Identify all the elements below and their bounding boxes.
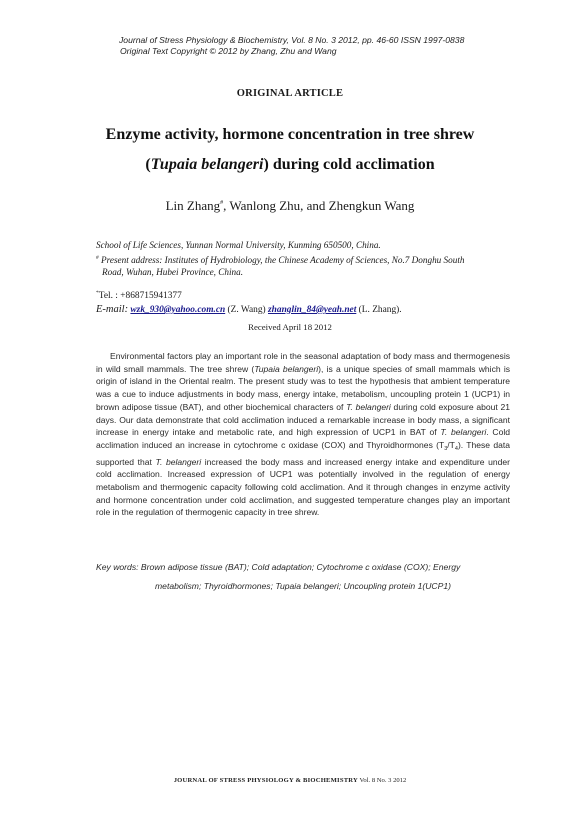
- email-owner-wang: (Z. Wang): [225, 305, 269, 315]
- email-label: E-mail:: [96, 304, 129, 315]
- journal-citation: Journal of Stress Physiology & Biochemistry, Vol. 8 No. 3 2012, pp. 46-60 ISSN 1997-0838: [119, 35, 465, 45]
- abstract-species-2: T. belangeri: [346, 401, 391, 412]
- journal-header: [119, 35, 539, 57]
- abstract-species-1: Tupaia belangeri: [254, 363, 319, 374]
- abstract-text-5: ). These data supported that: [96, 439, 510, 467]
- keywords-line2: metabolism; Thyroidhormones; Tupaia belangeri; Uncoupling protein 1(UCP1): [155, 581, 451, 591]
- affiliation-present: [96, 252, 516, 267]
- article-type: ORIGINAL ARTICLE: [236, 88, 344, 99]
- author-first-mark: #: [220, 200, 224, 206]
- page-footer: [0, 777, 580, 784]
- present-address-line2: Road, Wuhan, Hubei Province, China.: [102, 267, 244, 277]
- paper-title: [80, 120, 500, 180]
- author-list: [0, 198, 580, 214]
- affiliations: [96, 239, 516, 279]
- abstract-text-4: . Cold acclimation induced an increase in cytochrome c oxidase (COX) and Thyroidhormones (T: [96, 427, 510, 450]
- contact-info: [96, 287, 516, 317]
- abstract-sub-3: 3: [444, 445, 448, 452]
- email-link-wang[interactable]: wzk_930@yahoo.com.cn: [130, 305, 226, 315]
- abstract-sub-4: 4: [454, 445, 458, 452]
- affiliation-school: School of Life Sciences, Yunnan Normal University, Kunming 650500, China.: [96, 240, 381, 250]
- tel-mark: *: [96, 290, 99, 296]
- abstract-species-3: T. belangeri: [440, 427, 487, 438]
- email-line: [96, 303, 516, 317]
- email-link-zhang[interactable]: zhanglin_84@yeah.net: [268, 305, 357, 315]
- footer-issue: Vol. 8 No. 3 2012: [357, 777, 407, 784]
- copyright-line: Original Text Copyright © 2012 by Zhang, Zhu and Wang: [120, 46, 337, 56]
- keywords-line1: Key words: Brown adipose tissue (BAT); Cold adaptation; Cytochrome c oxidase (COX); Energy: [96, 562, 461, 572]
- abstract-text-3: during cold exposure about 21 days. Our data demonstrate that cold acclimation induced a remarkable increase in body mass, a significant increase in energy intake and metabolic rate, and high expression of UCP1 in BAT of: [96, 401, 510, 438]
- email-owner-zhang: (L. Zhang).: [356, 305, 402, 315]
- present-mark: #: [96, 254, 99, 261]
- author-first: Lin Zhang: [165, 198, 221, 213]
- abstract-text-2: ), is a unique species of small mammals which is origin of island in the Oriental realm. The present study was to test the hypothesis that ambient temperature was a cue to induce adjustments in body mass, energy intake, metabolism, uncoupling protein 1 (UCP1) in brown adipose tissue (BAT), and other biochemical characters of: [96, 363, 510, 412]
- abstract: [96, 350, 510, 519]
- title-part1: Enzyme activity, hormone concentration in tree shrew (: [105, 126, 475, 173]
- keywords: [96, 558, 510, 596]
- author-rest: , Wanlong Zhu, and Zhengkun Wang: [223, 198, 415, 213]
- abstract-text-1: Environmental factors play an important role in the seasonal adaptation of body mass and thermogenesis in wild small mammals. The tree shrew (: [96, 351, 510, 374]
- telephone: [96, 287, 516, 303]
- received-date: Received April 18 2012: [248, 322, 332, 332]
- title-species: Tupaia belangeri: [150, 156, 264, 173]
- abstract-text-4b: /T: [447, 439, 455, 450]
- title-part2: ) during cold acclimation: [263, 156, 435, 173]
- footer-journal: JOURNAL OF STRESS PHYSIOLOGY & BIOCHEMISTRY: [173, 777, 358, 784]
- tel-text: Tel. : +868715941377: [98, 291, 182, 301]
- abstract-text-6: increased the body mass and increased energy intake and expenditure under cold acclimation. Increased expression of UCP1 was potentially involved in the regulation of energy metabolism and thermogenic capacity following cold acclimation. And it through changes in enzyme activity and hormone concentration under cold acclimation, and suggested temperature changes play an important role in the regulation of thermogenic capacity in tree shrew.: [96, 456, 510, 518]
- present-address-line1: Present address: Institutes of Hydrobiology, the Chinese Academy of Sciences, No.7 Donghu South: [101, 254, 465, 265]
- abstract-species-4: T. belangeri: [155, 456, 202, 467]
